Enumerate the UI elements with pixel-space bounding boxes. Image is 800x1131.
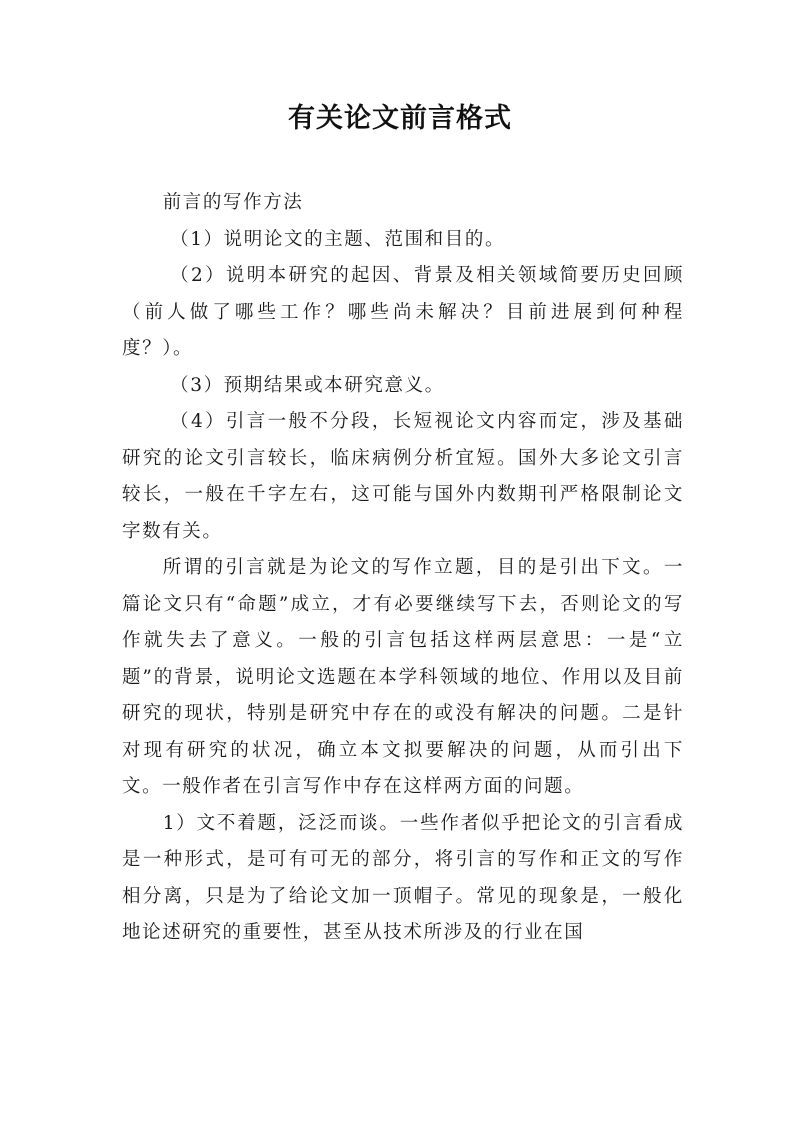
paragraph-item-2: （2）说明本研究的起因、背景及相关领域简要历史回顾（前人做了哪些工作？哪些尚未解决？目前进展到何种程度？）。 — [122, 265, 684, 359]
paragraph-problem-1: 1）文不着题，泛泛而谈。一些作者似乎把论文的引言看成是一种形式，是可有可无的部分，将引言的写作和正文的写作相分离，只是为了给论文加一顶帽子。常见的现象是，一般化地论述研究的重要性，甚至从技术所涉及的行业在国 — [122, 812, 684, 943]
document-body — [122, 185, 684, 952]
document-title: 有关论文前言格式 — [288, 103, 512, 134]
paragraph-introduction-definition: 所谓的引言就是为论文的写作立题，目的是引出下文。一篇论文只有“命题”成立，才有必要继续写下去，否则论文的写作就失去了意义。一般的引言包括这样两层意思：一是“立题”的背景，说明论文选题在本学科领域的地位、作用以及目前研究的现状，特别是研究中存在的或没有解决的问题。二是针对现有研究的状况，确立本文拟要解决的问题，从而引出下文。一般作者在引言写作中存在这样两方面的问题。 — [122, 557, 684, 797]
paragraph-method-heading: 前言的写作方法 — [162, 192, 304, 213]
paragraph-item-3: （3）预期结果或本研究意义。 — [170, 374, 445, 396]
paragraph-item-1: （1）说明论文的主题、范围和目的。 — [170, 228, 506, 250]
paragraph-item-4: （4）引言一般不分段，长短视论文内容而定，涉及基础研究的论文引言较长，临床病例分析宜短。国外大多论文引言较长，一般在千字左右，这可能与国外内数期刊严格限制论文字数有关。 — [122, 411, 684, 542]
